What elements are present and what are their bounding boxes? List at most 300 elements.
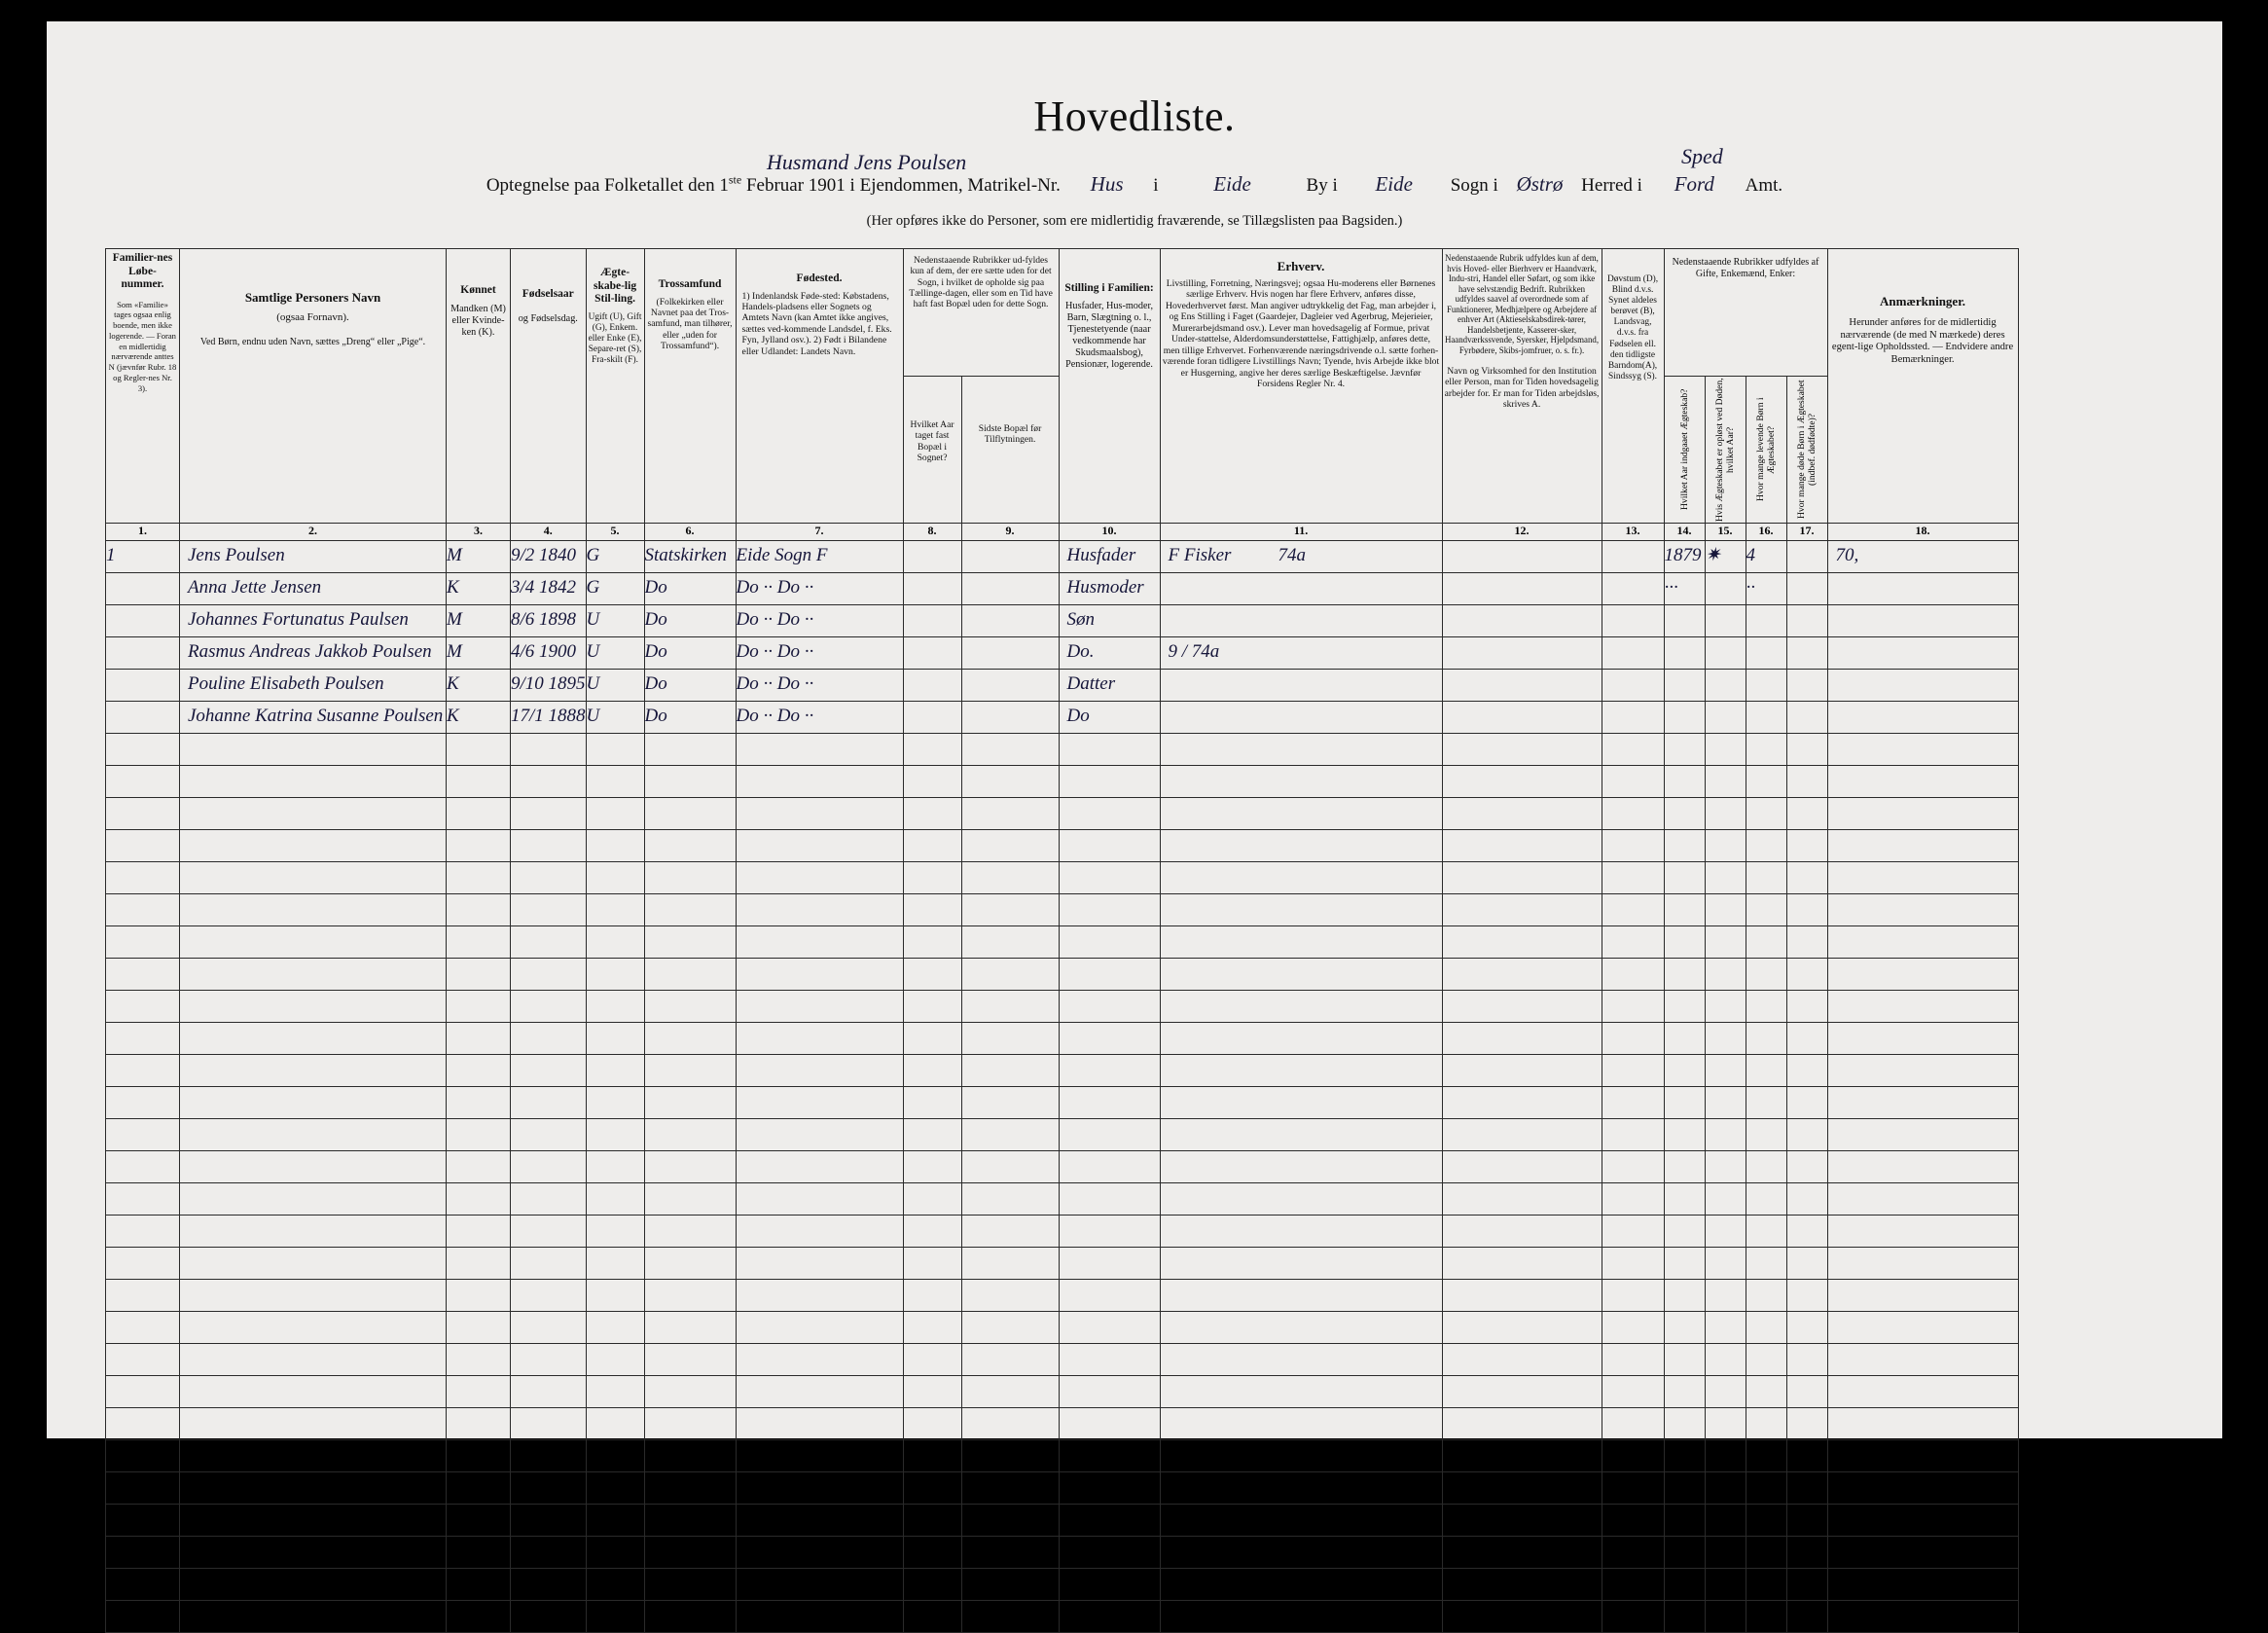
cell-blank[interactable] [1664,1280,1705,1312]
cell-blank[interactable] [1160,830,1442,862]
cell-16[interactable] [1746,702,1786,734]
cell-18[interactable] [1827,670,2018,702]
cell-blank[interactable] [903,894,961,926]
cell-blank[interactable] [511,1601,587,1633]
cell-blank[interactable] [1664,1023,1705,1055]
cell-blank[interactable] [511,1216,587,1248]
cell-blank[interactable] [903,1376,961,1408]
cell-blank[interactable] [644,1151,736,1183]
cell-10[interactable] [1059,702,1160,734]
cell-10[interactable] [1059,541,1160,573]
cell-blank[interactable] [903,1505,961,1537]
cell-blank[interactable] [1442,1569,1602,1601]
cell-8[interactable] [903,541,961,573]
cell-blank[interactable] [1664,1087,1705,1119]
cell-blank[interactable] [511,734,587,766]
cell-blank[interactable] [1160,1376,1442,1408]
cell-blank[interactable] [106,1537,180,1569]
cell-blank[interactable] [447,1248,511,1280]
cell-blank[interactable] [447,959,511,991]
cell-blank[interactable] [180,1505,447,1537]
cell-blank[interactable] [1160,1087,1442,1119]
cell-3[interactable] [447,605,511,637]
cell-blank[interactable] [1059,1537,1160,1569]
cell-blank[interactable] [1059,1601,1160,1633]
cell-blank[interactable] [1827,1440,2018,1472]
cell-blank[interactable] [586,1440,644,1472]
cell-blank[interactable] [961,1183,1059,1216]
cell-7[interactable] [736,605,903,637]
cell-2[interactable] [180,637,447,670]
cell-blank[interactable] [180,1569,447,1601]
cell-17[interactable] [1786,637,1827,670]
cell-blank[interactable] [1059,959,1160,991]
cell-blank[interactable] [1059,1440,1160,1472]
cell-blank[interactable] [180,1601,447,1633]
cell-blank[interactable] [1786,1537,1827,1569]
cell-blank[interactable] [180,1023,447,1055]
cell-blank[interactable] [1059,862,1160,894]
cell-blank[interactable] [644,1601,736,1633]
cell-18[interactable] [1827,573,2018,605]
cell-blank[interactable] [1160,1312,1442,1344]
cell-blank[interactable] [586,1312,644,1344]
cell-blank[interactable] [644,798,736,830]
cell-11[interactable] [1160,573,1442,605]
cell-blank[interactable] [1827,1601,2018,1633]
cell-blank[interactable] [1602,926,1664,959]
cell-5[interactable] [586,670,644,702]
cell-blank[interactable] [644,766,736,798]
cell-4[interactable] [511,541,587,573]
cell-blank[interactable] [1602,894,1664,926]
cell-blank[interactable] [1059,1183,1160,1216]
cell-7[interactable] [736,541,903,573]
cell-blank[interactable] [586,734,644,766]
cell-blank[interactable] [644,1505,736,1537]
cell-blank[interactable] [1442,862,1602,894]
cell-blank[interactable] [1602,1440,1664,1472]
cell-blank[interactable] [1786,1376,1827,1408]
cell-blank[interactable] [1786,1151,1827,1183]
cell-blank[interactable] [1786,1505,1827,1537]
cell-12[interactable] [1442,670,1602,702]
cell-blank[interactable] [903,1601,961,1633]
cell-blank[interactable] [1705,1601,1746,1633]
cell-blank[interactable] [1664,1055,1705,1087]
cell-blank[interactable] [447,1505,511,1537]
cell-blank[interactable] [1827,830,2018,862]
cell-blank[interactable] [586,1505,644,1537]
cell-blank[interactable] [1602,734,1664,766]
cell-blank[interactable] [1442,1248,1602,1280]
cell-blank[interactable] [1664,991,1705,1023]
cell-blank[interactable] [1664,1601,1705,1633]
cell-blank[interactable] [903,734,961,766]
cell-blank[interactable] [511,959,587,991]
cell-blank[interactable] [736,1151,903,1183]
cell-blank[interactable] [447,1023,511,1055]
cell-blank[interactable] [447,1376,511,1408]
cell-10[interactable] [1059,670,1160,702]
cell-blank[interactable] [1746,798,1786,830]
cell-blank[interactable] [180,1280,447,1312]
cell-blank[interactable] [1705,1248,1746,1280]
cell-blank[interactable] [180,926,447,959]
cell-blank[interactable] [1786,766,1827,798]
cell-blank[interactable] [511,798,587,830]
cell-blank[interactable] [1602,830,1664,862]
cell-blank[interactable] [1602,1280,1664,1312]
cell-14[interactable] [1664,573,1705,605]
cell-blank[interactable] [736,1376,903,1408]
cell-blank[interactable] [1705,1408,1746,1440]
cell-blank[interactable] [1705,1376,1746,1408]
cell-9[interactable] [961,702,1059,734]
cell-blank[interactable] [961,894,1059,926]
cell-blank[interactable] [1827,1216,2018,1248]
cell-16[interactable] [1746,670,1786,702]
cell-blank[interactable] [736,798,903,830]
cell-blank[interactable] [903,1216,961,1248]
cell-blank[interactable] [586,1344,644,1376]
cell-blank[interactable] [1059,1087,1160,1119]
cell-16[interactable] [1746,573,1786,605]
cell-blank[interactable] [1160,1023,1442,1055]
cell-blank[interactable] [586,1248,644,1280]
cell-blank[interactable] [644,1183,736,1216]
cell-blank[interactable] [180,1087,447,1119]
cell-16[interactable] [1746,637,1786,670]
cell-blank[interactable] [1746,1408,1786,1440]
cell-blank[interactable] [644,1312,736,1344]
cell-15[interactable] [1705,637,1746,670]
cell-blank[interactable] [1746,1537,1786,1569]
cell-7[interactable] [736,637,903,670]
cell-blank[interactable] [447,1344,511,1376]
cell-blank[interactable] [1160,1344,1442,1376]
cell-blank[interactable] [1705,959,1746,991]
cell-blank[interactable] [1746,1087,1786,1119]
cell-blank[interactable] [180,1183,447,1216]
cell-blank[interactable] [1827,959,2018,991]
cell-blank[interactable] [511,1569,587,1601]
cell-blank[interactable] [1746,1023,1786,1055]
cell-blank[interactable] [961,1440,1059,1472]
cell-blank[interactable] [736,1280,903,1312]
cell-blank[interactable] [1442,1183,1602,1216]
cell-blank[interactable] [1786,1472,1827,1505]
cell-blank[interactable] [1664,1537,1705,1569]
cell-blank[interactable] [1602,1055,1664,1087]
cell-blank[interactable] [1705,991,1746,1023]
cell-14[interactable] [1664,637,1705,670]
cell-blank[interactable] [1059,1344,1160,1376]
cell-blank[interactable] [180,862,447,894]
cell-blank[interactable] [961,798,1059,830]
cell-blank[interactable] [961,1601,1059,1633]
cell-blank[interactable] [447,894,511,926]
cell-blank[interactable] [586,1151,644,1183]
cell-blank[interactable] [447,766,511,798]
cell-blank[interactable] [1746,991,1786,1023]
cell-blank[interactable] [1059,991,1160,1023]
cell-blank[interactable] [1442,926,1602,959]
cell-blank[interactable] [1827,1312,2018,1344]
cell-blank[interactable] [1160,766,1442,798]
cell-9[interactable] [961,605,1059,637]
cell-blank[interactable] [1059,1280,1160,1312]
cell-blank[interactable] [1602,1183,1664,1216]
cell-blank[interactable] [1160,1569,1442,1601]
cell-blank[interactable] [106,1248,180,1280]
cell-blank[interactable] [1705,1280,1746,1312]
cell-blank[interactable] [1827,1408,2018,1440]
cell-5[interactable] [586,637,644,670]
cell-3[interactable] [447,637,511,670]
cell-blank[interactable] [903,1440,961,1472]
cell-2[interactable] [180,541,447,573]
cell-6[interactable] [644,670,736,702]
cell-blank[interactable] [1160,798,1442,830]
cell-blank[interactable] [106,894,180,926]
cell-blank[interactable] [1160,1537,1442,1569]
cell-blank[interactable] [106,1183,180,1216]
cell-blank[interactable] [961,1344,1059,1376]
cell-12[interactable] [1442,702,1602,734]
cell-blank[interactable] [1442,1055,1602,1087]
cell-blank[interactable] [106,1505,180,1537]
cell-blank[interactable] [106,1440,180,1472]
cell-blank[interactable] [961,1569,1059,1601]
cell-blank[interactable] [1059,926,1160,959]
cell-blank[interactable] [1705,1055,1746,1087]
cell-blank[interactable] [961,1312,1059,1344]
cell-blank[interactable] [1602,1601,1664,1633]
cell-blank[interactable] [1827,766,2018,798]
cell-blank[interactable] [180,991,447,1023]
cell-blank[interactable] [1827,1248,2018,1280]
cell-13[interactable] [1602,670,1664,702]
cell-blank[interactable] [1705,1344,1746,1376]
cell-blank[interactable] [1705,798,1746,830]
cell-blank[interactable] [1664,894,1705,926]
cell-blank[interactable] [447,1408,511,1440]
cell-blank[interactable] [1160,1505,1442,1537]
cell-blank[interactable] [736,926,903,959]
cell-blank[interactable] [1160,1055,1442,1087]
cell-blank[interactable] [447,1569,511,1601]
cell-blank[interactable] [511,894,587,926]
cell-13[interactable] [1602,702,1664,734]
cell-blank[interactable] [1827,1183,2018,1216]
cell-blank[interactable] [736,1312,903,1344]
cell-15[interactable] [1705,670,1746,702]
cell-6[interactable] [644,541,736,573]
cell-blank[interactable] [961,734,1059,766]
cell-blank[interactable] [1746,1248,1786,1280]
cell-blank[interactable] [1827,1537,2018,1569]
cell-blank[interactable] [1786,830,1827,862]
cell-blank[interactable] [1827,1023,2018,1055]
cell-blank[interactable] [644,894,736,926]
cell-blank[interactable] [1442,1537,1602,1569]
cell-5[interactable] [586,573,644,605]
cell-blank[interactable] [106,1216,180,1248]
cell-17[interactable] [1786,573,1827,605]
cell-blank[interactable] [1705,862,1746,894]
cell-2[interactable] [180,670,447,702]
cell-blank[interactable] [586,862,644,894]
cell-7[interactable] [736,702,903,734]
cell-blank[interactable] [106,959,180,991]
cell-blank[interactable] [1746,1601,1786,1633]
cell-blank[interactable] [903,1055,961,1087]
cell-blank[interactable] [1059,798,1160,830]
cell-blank[interactable] [903,798,961,830]
cell-blank[interactable] [586,830,644,862]
cell-blank[interactable] [961,1216,1059,1248]
cell-blank[interactable] [106,798,180,830]
cell-blank[interactable] [1664,1119,1705,1151]
cell-blank[interactable] [903,766,961,798]
cell-blank[interactable] [511,1472,587,1505]
cell-4[interactable] [511,573,587,605]
cell-blank[interactable] [1664,1376,1705,1408]
cell-15[interactable] [1705,702,1746,734]
cell-blank[interactable] [1705,830,1746,862]
cell-blank[interactable] [1827,1344,2018,1376]
cell-blank[interactable] [586,1408,644,1440]
cell-blank[interactable] [1827,1505,2018,1537]
cell-blank[interactable] [903,1151,961,1183]
cell-11[interactable] [1160,637,1442,670]
cell-17[interactable] [1786,541,1827,573]
cell-blank[interactable] [180,1344,447,1376]
cell-blank[interactable] [511,1537,587,1569]
cell-blank[interactable] [180,1376,447,1408]
cell-blank[interactable] [1602,766,1664,798]
cell-17[interactable] [1786,702,1827,734]
cell-blank[interactable] [961,1087,1059,1119]
cell-blank[interactable] [644,734,736,766]
cell-blank[interactable] [1602,1119,1664,1151]
cell-blank[interactable] [1160,734,1442,766]
cell-blank[interactable] [511,1344,587,1376]
cell-blank[interactable] [736,1440,903,1472]
cell-blank[interactable] [447,1440,511,1472]
cell-blank[interactable] [511,1248,587,1280]
cell-8[interactable] [903,670,961,702]
cell-blank[interactable] [180,1537,447,1569]
cell-blank[interactable] [1746,1472,1786,1505]
cell-blank[interactable] [447,798,511,830]
cell-blank[interactable] [644,1055,736,1087]
cell-blank[interactable] [644,1440,736,1472]
cell-blank[interactable] [586,1280,644,1312]
cell-blank[interactable] [961,1055,1059,1087]
cell-blank[interactable] [1746,1569,1786,1601]
cell-blank[interactable] [1160,862,1442,894]
cell-blank[interactable] [447,1312,511,1344]
cell-blank[interactable] [1705,1537,1746,1569]
cell-blank[interactable] [1827,991,2018,1023]
cell-blank[interactable] [903,1023,961,1055]
cell-3[interactable] [447,702,511,734]
cell-blank[interactable] [1786,1055,1827,1087]
cell-blank[interactable] [106,1087,180,1119]
cell-blank[interactable] [1827,1119,2018,1151]
cell-blank[interactable] [1602,1408,1664,1440]
cell-blank[interactable] [1664,959,1705,991]
cell-blank[interactable] [180,1055,447,1087]
cell-blank[interactable] [586,1023,644,1055]
cell-blank[interactable] [106,1280,180,1312]
cell-blank[interactable] [1786,862,1827,894]
cell-blank[interactable] [106,1472,180,1505]
cell-3[interactable] [447,573,511,605]
cell-blank[interactable] [903,862,961,894]
cell-blank[interactable] [736,1216,903,1248]
cell-blank[interactable] [1664,1151,1705,1183]
cell-blank[interactable] [736,1248,903,1280]
cell-12[interactable] [1442,573,1602,605]
cell-blank[interactable] [1664,1312,1705,1344]
cell-blank[interactable] [903,926,961,959]
cell-blank[interactable] [736,894,903,926]
cell-blank[interactable] [511,1312,587,1344]
cell-blank[interactable] [736,959,903,991]
cell-blank[interactable] [1442,1440,1602,1472]
cell-blank[interactable] [736,734,903,766]
cell-6[interactable] [644,605,736,637]
cell-blank[interactable] [180,959,447,991]
cell-blank[interactable] [106,1119,180,1151]
cell-blank[interactable] [961,1119,1059,1151]
cell-blank[interactable] [961,1248,1059,1280]
cell-blank[interactable] [447,991,511,1023]
cell-blank[interactable] [644,1280,736,1312]
cell-blank[interactable] [511,862,587,894]
cell-blank[interactable] [1664,1505,1705,1537]
cell-blank[interactable] [586,991,644,1023]
cell-blank[interactable] [106,1344,180,1376]
cell-13[interactable] [1602,605,1664,637]
cell-4[interactable] [511,637,587,670]
cell-1[interactable] [106,573,180,605]
cell-blank[interactable] [447,1216,511,1248]
cell-blank[interactable] [1664,1472,1705,1505]
cell-blank[interactable] [511,1055,587,1087]
cell-blank[interactable] [644,991,736,1023]
cell-blank[interactable] [736,830,903,862]
cell-blank[interactable] [106,862,180,894]
cell-blank[interactable] [903,959,961,991]
cell-blank[interactable] [511,926,587,959]
cell-blank[interactable] [1442,1408,1602,1440]
cell-blank[interactable] [1746,1280,1786,1312]
cell-blank[interactable] [903,830,961,862]
cell-8[interactable] [903,702,961,734]
cell-blank[interactable] [180,1216,447,1248]
cell-blank[interactable] [1059,1312,1160,1344]
cell-blank[interactable] [1746,1183,1786,1216]
cell-blank[interactable] [1442,1601,1602,1633]
cell-13[interactable] [1602,573,1664,605]
cell-blank[interactable] [1664,926,1705,959]
cell-blank[interactable] [586,766,644,798]
cell-18[interactable] [1827,702,2018,734]
